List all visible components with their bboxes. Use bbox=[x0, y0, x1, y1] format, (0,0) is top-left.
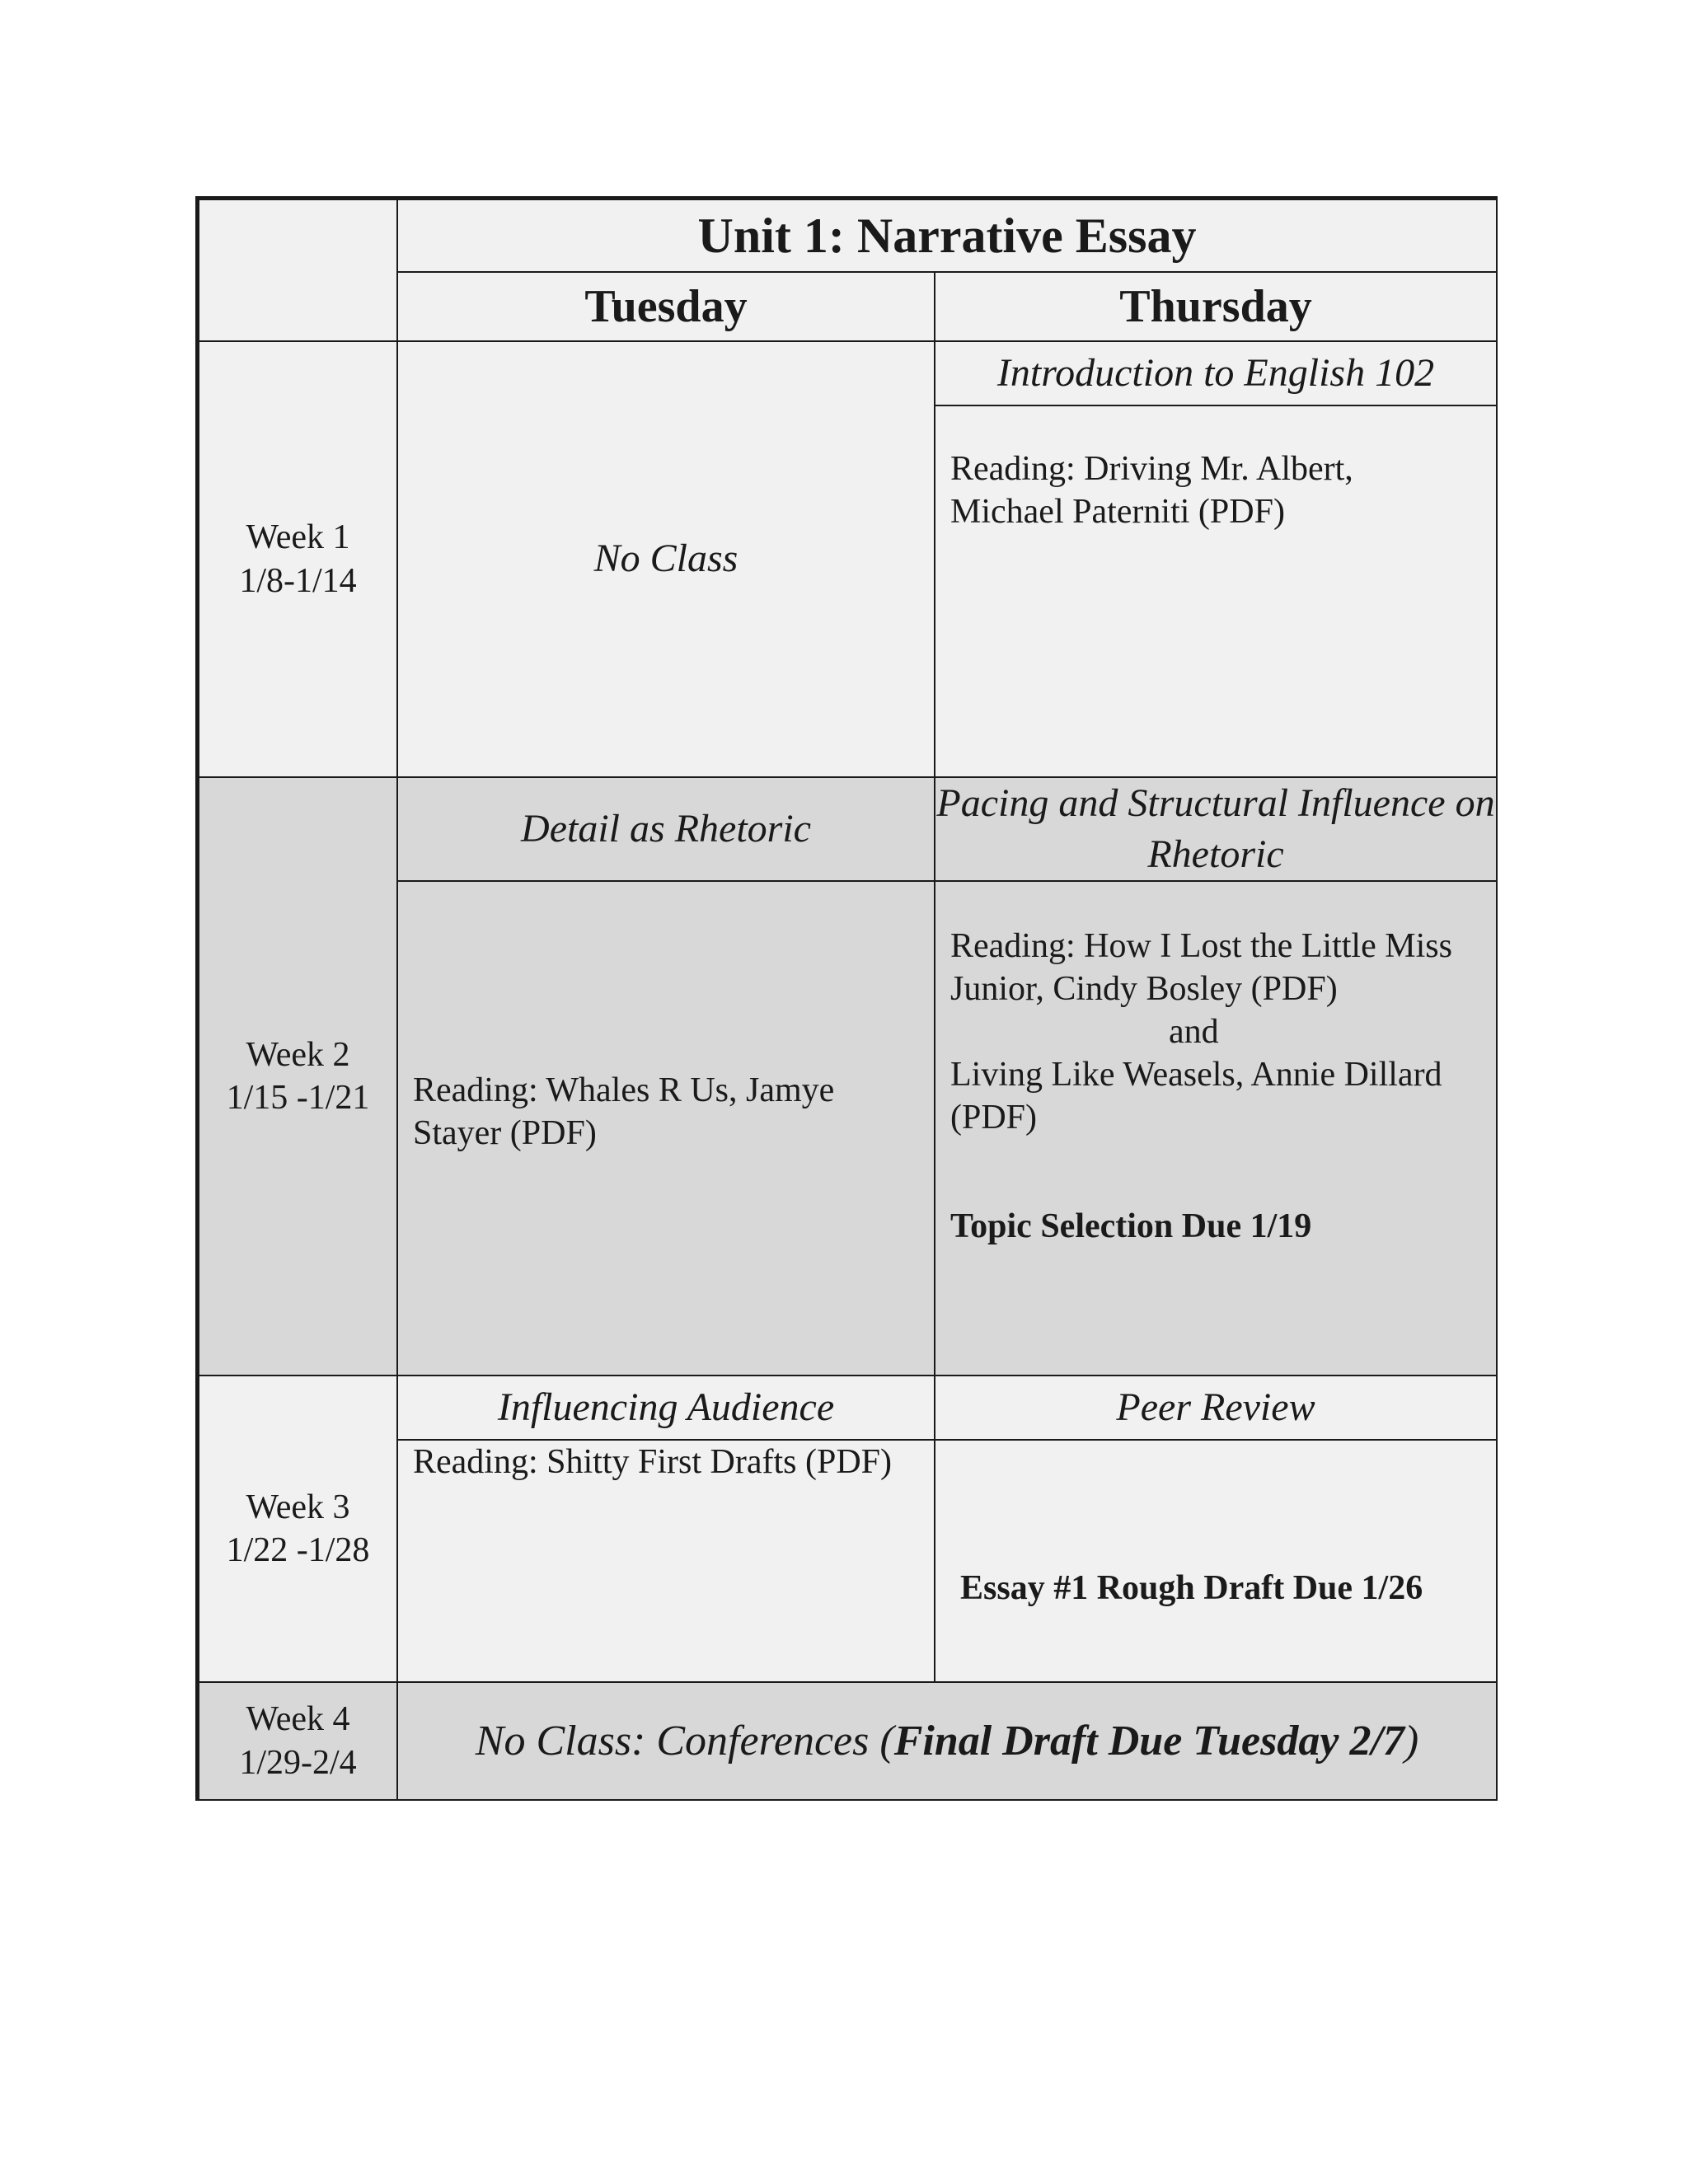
week-1-name: Week 1 bbox=[246, 518, 350, 556]
week-2-thursday-reading-line-1: Reading: How I Lost the Little Miss bbox=[950, 927, 1452, 965]
week-2-tuesday-reading-line-2: Stayer (PDF) bbox=[413, 1114, 597, 1152]
week-1-dates: 1/8-1/14 bbox=[239, 561, 357, 600]
week-1-reading-line-1: Reading: Driving Mr. Albert, bbox=[950, 450, 1353, 488]
week-3-tuesday-topic: Influencing Audience bbox=[396, 1375, 935, 1441]
week-3-thursday-body bbox=[934, 1439, 1498, 1683]
week-1-thursday-topic: Introduction to English 102 bbox=[934, 340, 1498, 406]
week-4-note-suffix: ) bbox=[1404, 1718, 1419, 1765]
week-2-tuesday-reading bbox=[396, 880, 935, 1376]
week-1-reading-line-2: Michael Paterniti (PDF) bbox=[950, 493, 1285, 531]
week-3-thursday-topic: Peer Review bbox=[934, 1375, 1498, 1441]
week-1-label bbox=[198, 340, 398, 778]
week-3-rough-draft-due: Essay #1 Rough Draft Due 1/26 bbox=[960, 1569, 1423, 1607]
week-4-dates: 1/29-2/4 bbox=[239, 1743, 357, 1782]
day-header-tuesday: Tuesday bbox=[396, 271, 935, 342]
week-3-tuesday-reading bbox=[396, 1439, 935, 1683]
week-4-label bbox=[198, 1681, 398, 1801]
week-2-thursday-reading-line-3: Living Like Weasels, Annie Dillard bbox=[950, 1056, 1442, 1094]
week-4-name: Week 4 bbox=[246, 1700, 350, 1738]
week-3-dates: 1/22 -1/28 bbox=[226, 1531, 370, 1569]
week-2-thursday-reading bbox=[934, 880, 1498, 1376]
corner-cell bbox=[198, 199, 398, 342]
week-4-final-draft-due: Final Draft Due Tuesday 2/7 bbox=[893, 1718, 1404, 1765]
week-2-thursday-topic bbox=[934, 776, 1498, 882]
week-2-thursday-reading-line-2: Junior, Cindy Bosley (PDF) bbox=[950, 970, 1338, 1008]
schedule-table bbox=[195, 196, 1498, 1801]
week-3-tuesday-reading-line: Reading: Shitty First Drafts (PDF) bbox=[413, 1443, 893, 1481]
week-2-thursday-reading-and: and bbox=[1169, 1013, 1219, 1051]
unit-title: Unit 1: Narrative Essay bbox=[396, 199, 1498, 273]
week-2-thursday-reading-line-4: (PDF) bbox=[950, 1099, 1038, 1137]
week-2-label bbox=[198, 776, 398, 1376]
week-4-note bbox=[396, 1681, 1498, 1801]
week-2-dates: 1/15 -1/21 bbox=[226, 1079, 370, 1117]
week-3-label bbox=[198, 1375, 398, 1683]
week-1-tuesday: No Class bbox=[396, 340, 935, 778]
week-1-thursday-reading bbox=[934, 405, 1498, 778]
week-2-tuesday-topic: Detail as Rhetoric bbox=[396, 776, 935, 882]
week-2-thursday-topic-line-2: Rhetoric bbox=[1147, 832, 1284, 876]
week-2-name: Week 2 bbox=[246, 1035, 350, 1074]
week-2-tuesday-reading-line-1: Reading: Whales R Us, Jamye bbox=[413, 1071, 835, 1109]
week-4-note-prefix: No Class: Conferences ( bbox=[475, 1718, 894, 1765]
week-2-thursday-topic-line-1: Pacing and Structural Influence on bbox=[936, 781, 1495, 825]
day-header-thursday: Thursday bbox=[934, 271, 1498, 342]
week-3-name: Week 3 bbox=[246, 1488, 350, 1526]
week-2-topic-selection-due: Topic Selection Due 1/19 bbox=[950, 1207, 1312, 1245]
